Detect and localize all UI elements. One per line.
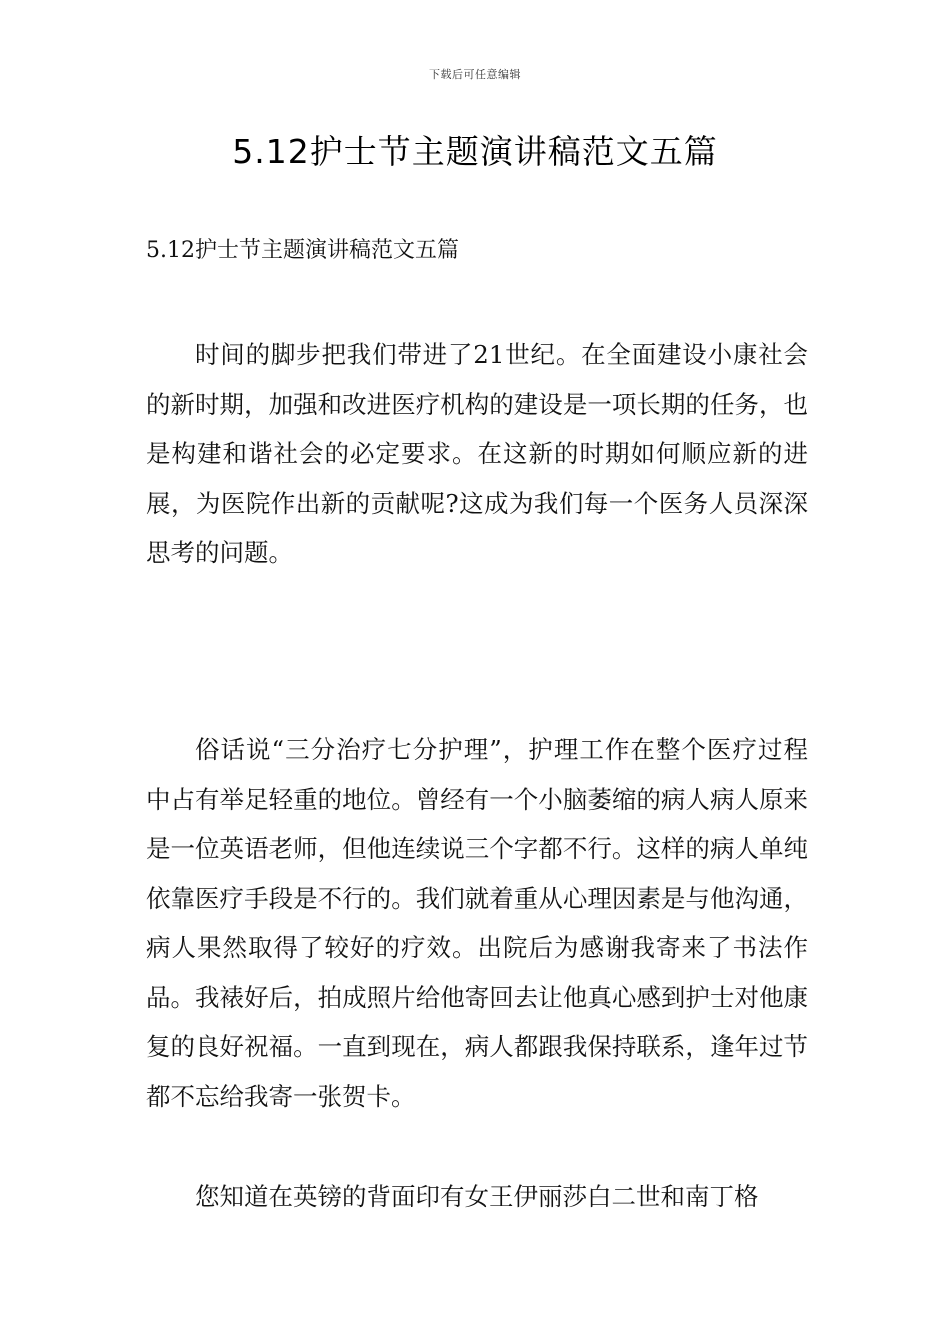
header-note: 下载后可任意编辑 (429, 68, 521, 81)
body-paragraph-2: 俗话说“三分治疗七分护理”，护理工作在整个医疗过程中占有举足轻重的地位。曾经有一个小脑萎缩的病人病人原来是一位英语老师，但他连续说三个字都不行。这样的病人单纯依靠医疗手段是不行的。我们就着重从心理因素是与他沟通，病人果然取得了较好的疗效。出院后为感谢我寄来了书法作品。我裱好后，拍成照片给他寄回去让他真心感到护士对他康复的良好祝福。一直到现在，病人都跟我保持联系，逢年过节都不忘给我寄一张贺卡。 (146, 735, 808, 1111)
body-paragraph-3: 您知道在英镑的背面印有女王伊丽莎白二世和南丁格 (195, 1182, 759, 1211)
body-paragraph-1: 时间的脚步把我们带进了21世纪。在全面建设小康社会的新时期，加强和改进医疗机构的建设是一项长期的任务，也是构建和谐社会的必定要求。在这新的时期如何顺应新的进展，为医院作出新的贡献呢?这成为我们每一个医务人员深深思考的问题。 (146, 340, 808, 567)
document-subtitle: 5.12护士节主题演讲稿范文五篇 (146, 238, 459, 263)
document-title: 5.12护士节主题演讲稿范文五篇 (232, 132, 718, 171)
